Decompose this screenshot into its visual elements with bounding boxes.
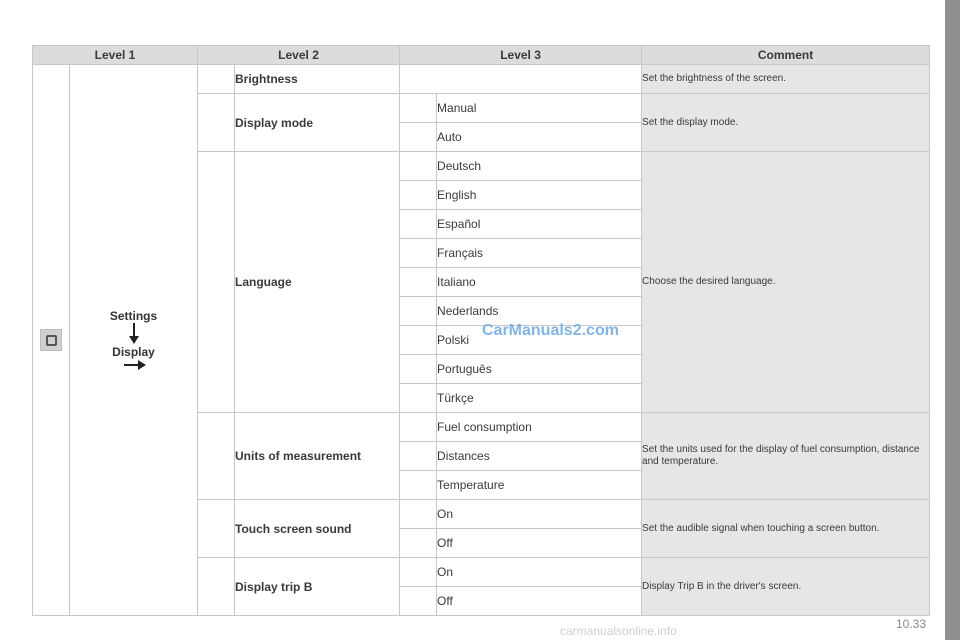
option-deutsch[interactable]: Deutsch — [437, 152, 642, 181]
level2-touch-sound: Touch screen sound — [235, 500, 400, 558]
comment-display-mode: Set the display mode. — [642, 94, 930, 152]
arrow-right-icon — [120, 359, 148, 371]
level1-path — [70, 65, 198, 616]
option-english[interactable]: English — [437, 181, 642, 210]
option-auto[interactable]: Auto — [437, 123, 642, 152]
table-row — [33, 65, 930, 94]
level2-display-mode: Display mode — [235, 94, 400, 152]
option-polski[interactable]: Polski — [437, 326, 642, 355]
option-trip-off[interactable]: Off — [437, 587, 642, 616]
option-turkce[interactable]: Türkçe — [437, 384, 642, 413]
option-espanol[interactable]: Español — [437, 210, 642, 239]
comment-units: Set the units used for the display of fuel consumption, distance and temperature. — [642, 413, 930, 500]
header-comment: Comment — [642, 46, 930, 65]
level2-trip-b: Display trip B — [235, 558, 400, 616]
option-fuel-consumption[interactable]: Fuel consumption — [437, 413, 642, 442]
level1-icon-cell — [33, 65, 70, 616]
settings-icon — [40, 329, 62, 351]
page-number: 10.33 — [896, 617, 927, 631]
option-temperature[interactable]: Temperature — [437, 471, 642, 500]
level2-language: Language — [235, 152, 400, 413]
option-touch-on[interactable]: On — [437, 500, 642, 529]
path-settings: Settings — [109, 309, 158, 323]
option-francais[interactable]: Français — [437, 239, 642, 268]
header-row — [33, 46, 930, 65]
option-manual[interactable]: Manual — [437, 94, 642, 123]
comment-touch-sound: Set the audible signal when touching a screen button. — [642, 500, 930, 558]
header-level3: Level 3 — [400, 46, 642, 65]
comment-language: Choose the desired language. — [642, 152, 930, 413]
option-italiano[interactable]: Italiano — [437, 268, 642, 297]
header-level1: Level 1 — [33, 46, 198, 65]
comment-brightness: Set the brightness of the screen. — [642, 65, 930, 94]
watermark: CarManuals2.com — [482, 322, 619, 339]
level2-units: Units of measurement — [235, 413, 400, 500]
option-nederlands[interactable]: Nederlands — [437, 297, 642, 326]
footer-site: carmanualsonline.info — [560, 624, 677, 638]
option-trip-on[interactable]: On — [437, 558, 642, 587]
option-portugues[interactable]: Português — [437, 355, 642, 384]
arrow-down-icon — [127, 323, 141, 345]
option-distances[interactable]: Distances — [437, 442, 642, 471]
path-display: Display — [112, 345, 155, 359]
comment-trip-b: Display Trip B in the driver's screen. — [642, 558, 930, 616]
header-level2: Level 2 — [198, 46, 400, 65]
page-edge-bar — [945, 0, 960, 640]
level2-brightness: Brightness — [235, 65, 400, 94]
option-touch-off[interactable]: Off — [437, 529, 642, 558]
